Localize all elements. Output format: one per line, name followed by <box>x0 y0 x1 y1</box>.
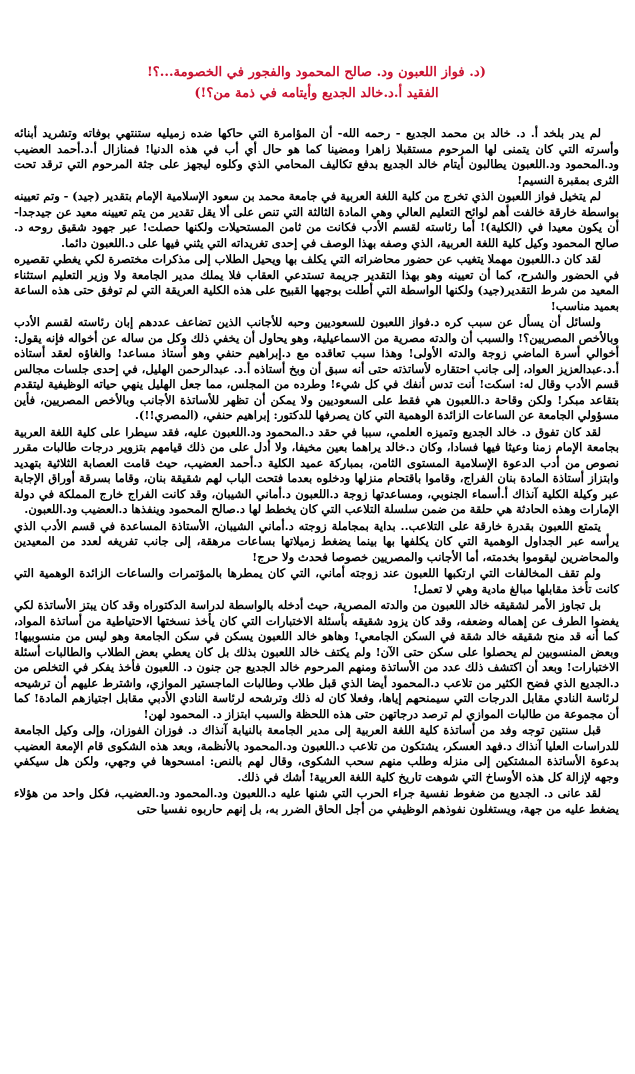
paragraph-2: لم يتخيل فواز اللعبون الذي تخرج من كلية اللغة العربية في جامعة محمد بن سعود الإسلامية الإمام بتقدير (جيد) - وتم تعيينه بواسطة خارقة خالفت أهم لوائح التعليم العالي وهي المادة الثالثة التي تنص على ألا يقل تقدير من يتم تعيينه معيد عن جيدجدا- أن يكون معيدا في (الكلية)! أما رئاسته لقسم الأدب فكانت من ثامن المستحيلات ولكنها حصلت! عبر جهود شقيق روحه د. صالح المحمود وكيل كلية اللغة العربية، الذي وصفه بهذا الوصف في إحدى تغريداته التي يثني فيها على د.اللعبون دائما. <box>14 189 619 250</box>
paragraph-6: يتمتع اللعبون بقدرة خارقة على التلاعب.. بداية بمجاملة زوجته د.أماني الشيبان، الأستاذة المساعدة في قسم الأدب الذي يرأسه عبر الجداول الوهمية التي كان يكلفها بها بينما يضغط زميلاتها بساعات مرهقة، إلى جانب تفريغه لعدد من المعيدين والمحاضرين ليقوموا بخدمته، أما الأجانب والمصريين خصوصا فحدث ولا حرج! <box>14 518 619 564</box>
article-body <box>14 126 619 817</box>
paragraph-5: لقد كان تفوق د. خالد الجديع وتميزه العلمي، سببا في حقد د.المحمود ود.اللعبون عليه، فقد سيطرا على كلية اللغة العربية بجامعة الإمام زمنا وعيثا فيها فسادا، وكان د.خالد يراهما بعين مخيفا، ولا أدل على من ذلك قيامهم بتزوير درجات طالبات مقرر نصوص من أدب الدعوة الإسلامية المستوى الثامن، بمباركة عميد الكلية د.أحمد العضيب، حيث قامت العصابة الثلاثية بتهديد وابتزاز أستاذة المادة بنان الفراج، وقاموا باقتحام منزلها ودخلوه بعدما فتحت الباب لهم شقيقة بنان، وقاما بسرقة أوراق الإجابة عبر وكيلة الكلية آنذاك أ.أسماء الجنوبي، ومساعدتها زوجة د.اللعبون د.أماني الشيبان، وقد كانت الفراج خارج المملكة في دولة الإمارات وهذه الحادثة هي حلقة من ضمن سلسلة التلاعب التي كان يخطط لها د.صالح المحمود وينفذها د.العضيب ود.اللعبون. <box>14 424 619 516</box>
paragraph-9: قبل سنتين توجه وفد من أساتذة كلية اللغة العربية إلى مدير الجامعة بالنيابة آنذاك د. فوزان الفوزان، وإلى وكيل الجامعة للدراسات العليا آنذاك د.فهد العسكر، يشتكون من تلاعب د.اللعبون ود.المحمود بالأنظمة، وبعد هذه الشكوى قام الإمعة العضيب بدعوة الأساتذة المشتكين إلى منزله وطلب منهم سحب الشكوى، وقال لهم بالنص: امسحوها في وجهي، ولكن هل سيكفي وجهه لإزالة كل هذه الأوساخ التي شوهت تاريخ كلية اللغة العربية! أشك في ذلك. <box>14 723 619 784</box>
paragraph-8: بل تجاوز الأمر لشقيقه خالد اللعبون من والدته المصرية، حيث أدخله بالواسطة لدراسة الدكتوراه وقد كان يبتز الأساتذة لكي يغضوا الطرف عن إهماله وضعفه، وقد كان يزود شقيقه بأسئلة الاختبارات التي كان يأخذ نسختها الاحتياطية من أساتذة المواد، كما أنه قد منح شقيقه خالد شقة في السكن الجامعي! وهاهو خالد اللعبون يسكن في سكن الجامعة وهو ليس من منسوبيها! وبعض المنسوبين لم يحصلوا على سكن حتى الآن! ولم يكتف خالد اللعبون بذلك بل كان يعطي بعض الطلاب والطالبات أسئلة الاختبارات! وبعد أن اكتشف ذلك عدد من الأساتذة ومنهم المرحوم خالد الجديع جن جنون د. اللعبون فأخذ يفكر في التخلص من د.الجديع الذي فضح الكثير من تلاعب د.المحمود أيضا الذي قبل طلاب وطالبات الماجستير الموازي، واشترط عليهم أن ترشيحه لرئاسة النادي مقابل الدرجات التي سيمنحهم إياها، وفعلا كان له ذلك وترشحه لرئاسة النادي الأدبي مقابل اجتيازهم المادة! كما أن مجموعة من طالبات الموازي لم ترصد درجاتهن حتى هذه اللحظة والسبب ابتزاز د. المحمود لهن! <box>14 598 619 721</box>
paragraph-7: ولم تقف المخالفات التي ارتكبها اللعبون عند زوجته أماني، التي كان يمطرها بالمؤتمرات والساعات الزائدة الوهمية التي كانت تأخذ مقابلها مبالغ مادية وهي لا تعمل! <box>14 566 619 596</box>
paragraph-1: لم يدر بلخد أ. د. خالد بن محمد الجديع - رحمه الله- أن المؤامرة التي حاكها ضده زميليه ستنتهي بوفاته وتشريد أبنائه وأسرته التي كان يتمنى لها المرحوم مستقبلا زاهرا ومضينا كما هو حال أي أب في هذه الدنيا! فمنازال أ.د.أحمد العضيب ود.المحمود ود.اللعبون يطالبون أيتام خالد الجديع بدفع تكاليف المحامي الذي وكلوه ليجهز على جثة المرحوم التي ترقد تحت الثرى بمقبرة النسيم! <box>14 126 619 187</box>
headline-line-1: (د. فواز اللعبون ود. صالح المحمود والفجور في الخصومة...؟! <box>146 65 487 80</box>
paragraph-3: لقد كان د.اللعبون مهملا يتغيب عن حضور محاضراته التي يكلف بها ويحيل الطلاب إلى مذكرات مختصرة لكي يغطي تقصيره في الحضور والشرح، كما أن تعيينه وهو بهذا التقدير جريمة تستدعي العقاب فلا يملك مدير الجامعة ولا وزير التعليم استثناء المعيد من شرط التقدير(جيد) ولكنها الواسطة التي أطلت بوجهها القبيح على هذه الكلية العريقة التي لم توفق حتى هذه الساعة بعميد مناسب! <box>14 252 619 313</box>
headline-line-2: الفقيد أ.د.خالد الجديع وأيتامه في ذمة من؟!) <box>194 86 439 101</box>
headline <box>14 62 619 104</box>
paragraph-10: لقد عانى د. الجديع من ضغوط نفسية جراء الحرب التي شنها عليه د.اللعبون ود.المحمود ود.العضيب، فكل واحد من هؤلاء يضغط عليه من جهة، ويستغلون نفوذهم الوظيفي من أجل الحاق الضرر به، بل إنهم حاربوه نفسيا حتى <box>14 786 619 816</box>
paragraph-4: ولسائل أن يسأل عن سبب كره د.فواز اللعبون للسعوديين وحبه للأجانب الذين تضاعف عددهم إبان رئاسته لقسم الأدب وبالأخص المصريين؟! والسبب أن والدته مصرية من الاسماعيلية، وهو يحاول أن يخفي ذلك وكل من ساله عن أخواله فإنه يقول: أخوالي أسرة الماضي زوجة والدته الأولى! وهذا سبب تعاقده مع د.إبراهيم حنفي وهو أستاذ مساعد! والغاؤه لعقد أستاذه أ.د.عبدالعزيز العواد، إلى جانب احتقاره لأساتذته حتى أنه سبق أن وبخ أستاذه أ.د. عبدالرحمن الهليل، في إحدى جلسات مجالس قسم الأدب وقال له: اسكت! أنت تدس أنفك في كل شيء! وطرده من المجلس، مما جعل الهليل ينهي حياته الوظيفية ليتقدم بتقاعد مبكر! ولكن وقاحة د.اللعبون هي فقط على السعوديين ولا يمكن أن تظهر للأساتذة الأجانب وبالأخص المصريين، فأين مسؤولي الجامعة عن الساعات الزائدة الوهمية التي كان يصرفها للدكتور: إبراهيم حنفي، (المصري!!). <box>14 315 619 422</box>
